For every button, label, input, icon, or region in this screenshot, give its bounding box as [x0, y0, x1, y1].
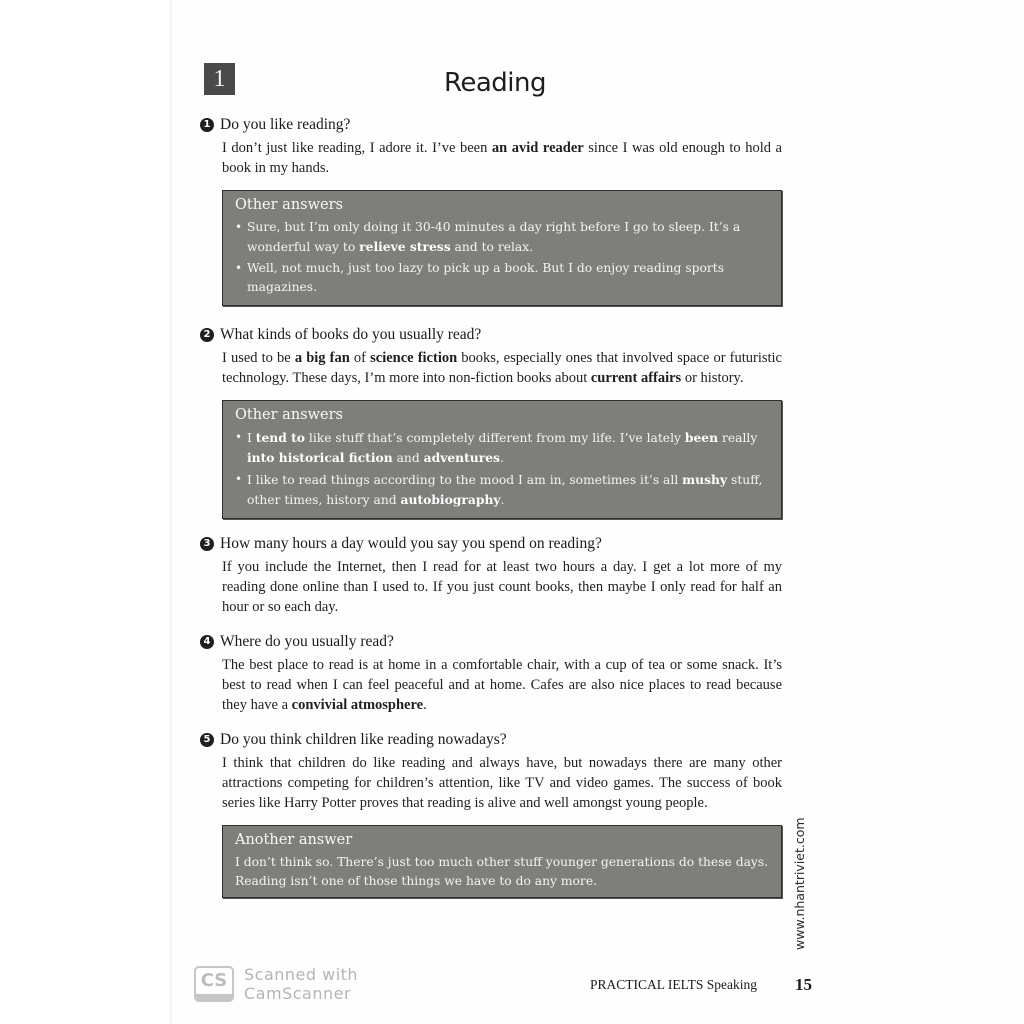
question-heading [200, 533, 782, 554]
alternative-answer-text [247, 470, 769, 510]
question-heading [200, 114, 782, 135]
key-phrase: into historical fiction [247, 450, 393, 465]
footer-book-title: PRACTICAL IELTS Speaking [590, 977, 758, 992]
answer-text [222, 557, 782, 617]
answer-text [222, 348, 782, 388]
alternative-answer [235, 428, 769, 468]
answer-text [222, 655, 782, 715]
key-phrase: autobiography [400, 492, 501, 507]
question-heading [200, 729, 782, 750]
answer-text [222, 753, 782, 813]
alternative-answer [235, 259, 769, 297]
footer-page-number: 15 [795, 975, 812, 994]
watermark-text [244, 965, 358, 1003]
answer-fragment: I don’t just like reading, I adore it. I’ve been [222, 140, 492, 156]
key-phrase: mushy [682, 472, 728, 487]
page-title: Reading [443, 68, 547, 98]
box-title: Another answer [235, 832, 353, 848]
box-title: Other answers [235, 197, 343, 213]
question-text: How many hours a day would you say you spend on reading? [220, 535, 602, 552]
alternative-answer-text [247, 428, 769, 468]
question-number-icon: 2 [200, 328, 214, 342]
other-answers-box [222, 400, 782, 519]
answer-fragment: Sure, but I’m only doing it 30-40 minutes a day right before I go to sleep. It’s a wonderful way to [247, 220, 741, 254]
answer-fragment: like stuff that’s completely different from my life. I’ve lately [305, 431, 685, 445]
key-phrase: tend to [255, 430, 305, 445]
answer-fragment: I think that children do like reading and always have, but nowadays there are many other attractions competing for children’s attention, like TV and video games. The success of book series like Harry Potter proves that reading is alive and well amongst young people. [222, 755, 782, 811]
answer-fragment: since I was old enough to hold a book in my hands. [222, 140, 782, 176]
key-phrase: been [684, 430, 719, 445]
camscanner-logo-icon: CS [194, 966, 234, 1002]
question-number-icon: 4 [200, 635, 214, 649]
answer-fragment: I used to be [222, 350, 295, 366]
question-text: Do you like reading? [220, 116, 351, 133]
answer-fragment: or history. [681, 370, 744, 386]
alternative-answer-text: I don’t think so. There’s just too much other stuff younger generations do these days. Reading isn’t one of those things we have to do any more. [235, 855, 769, 888]
answer-fragment: stuff, other times, history and [247, 473, 763, 507]
key-phrase: science fiction [370, 350, 458, 366]
alternative-answer [235, 470, 769, 510]
qa-item [200, 324, 782, 519]
answer-fragment: If you include the Internet, then I read for at least two hours a day. I get a lot more of my reading done online than I used to. If you just count books, then maybe I only read for half an hour or so each day. [222, 559, 782, 615]
question-number-icon: 5 [200, 733, 214, 747]
bullet-icon: • [235, 261, 243, 275]
unit-number-badge: 1 [204, 63, 235, 95]
question-text: Where do you usually read? [220, 633, 394, 650]
other-answers-box [222, 190, 782, 306]
answer-fragment: . [499, 451, 504, 465]
question-heading [200, 631, 782, 652]
key-phrase: convivial atmosphere [291, 697, 424, 713]
answer-text [222, 138, 782, 178]
answer-fragment: of [349, 350, 371, 366]
camscanner-watermark [194, 965, 358, 1003]
question-text: What kinds of books do you usually read? [220, 326, 482, 343]
answer-fragment: The best place to read is at home in a comfortable chair, with a cup of tea or some snack. It’s best to read when I can feel peaceful and at home. Cafes are also nice places to read because they have a [222, 657, 782, 713]
alternative-answer-text [247, 218, 769, 257]
alternative-answer [235, 218, 769, 257]
publisher-url-text: www.nhantriviet.com [792, 817, 807, 950]
qa-item [200, 631, 782, 715]
key-phrase: current affairs [590, 370, 682, 386]
qa-list [200, 114, 782, 898]
bullet-icon: • [235, 472, 243, 486]
answer-fragment: I like to read things according to the mood I am in, sometimes it’s all [247, 473, 683, 487]
answer-fragment: books, especially ones that involved space or futuristic technology. These days, I’m more into non-fiction books about [222, 350, 782, 386]
watermark-line-2: CamScanner [244, 984, 352, 1003]
answer-fragment: really [718, 431, 758, 445]
qa-item [200, 533, 782, 617]
box-title: Other answers [235, 407, 343, 423]
qa-item [200, 729, 782, 898]
watermark-line-1: Scanned with [244, 965, 359, 984]
answer-fragment: . [423, 697, 427, 713]
answer-fragment: Well, not much, just too lazy to pick up a book. But I do enjoy reading sports magazines. [247, 261, 725, 294]
answer-fragment: . [500, 493, 505, 507]
question-heading [200, 324, 782, 345]
question-number-icon: 3 [200, 537, 214, 551]
key-phrase: adventures [423, 450, 500, 465]
answer-fragment: and to relax. [450, 240, 534, 254]
bullet-icon: • [235, 430, 243, 444]
question-number-icon: 1 [200, 118, 214, 132]
question-text: Do you think children like reading nowadays? [220, 731, 507, 748]
key-phrase: a big fan [294, 350, 350, 366]
answer-fragment: I [247, 431, 256, 445]
bullet-icon: • [235, 220, 243, 234]
publisher-url [790, 805, 810, 950]
key-phrase: an avid reader [491, 140, 584, 156]
other-answers-box [222, 825, 782, 898]
key-phrase: relieve stress [359, 239, 451, 254]
alternative-answer-text [247, 259, 769, 297]
qa-item [200, 114, 782, 306]
answer-fragment: and [392, 451, 424, 465]
